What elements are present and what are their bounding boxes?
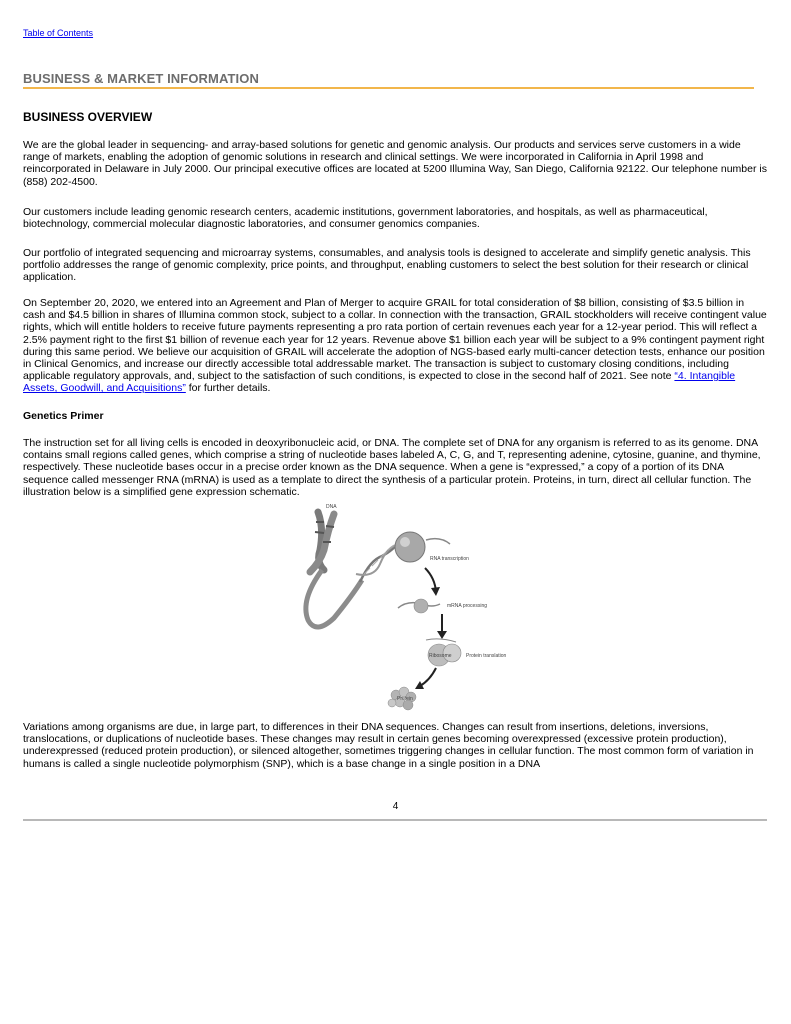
table-of-contents-link[interactable]: Table of Contents [23,28,94,38]
mrna-sphere [414,599,428,613]
primer-paragraph-1: The instruction set for all living cells is encoded in deoxyribonucleic acid, or DNA. The complete set of DNA for any organism is referred to as its genome. DNA contains small regions called genes, which comprise a string of nucleotide bases labeled A, C, G, and T, representing adenine, cytosine, guanine, and thymine, respectively. These nucleotide bases occur in a precise order known as the DNA sequence. When a gene is “expressed,” a copy of a portion of its DNA sequence called messenger RNA (mRNA) is used as a template to direct the synthesis of a particular protein. Proteins, in turn, direct all cellular function. The illustration below is a simplified gene expression schematic. [23,437,761,498]
overview-paragraph-4 [23,297,767,395]
page-number: 4 [392,801,399,812]
gene-expression-schematic [290,500,530,715]
primer-paragraph-2: Variations among organisms are due, in large part, to differences in their DNA sequences. Changes can result from insertions, deletions, inversions, translocations, or duplications of nucleotide bases. These changes may result in certain genes becoming overexpressed (excessive protein production), underexpressed (reduced protein production), or silenced altogether, sometimes triggering changes in cellular function. The most common form of variation in humans is called a single nucleotide polymorphism (SNP), which is a base change in a single position in a DNA [23,721,754,770]
protein-translation-label: Protein translation [466,653,507,659]
chromosome-icon [306,512,362,627]
footer-divider [23,819,767,821]
mrna-processing-label: mRNA processing [447,603,488,609]
overview-paragraph-2: Our customers include leading genomic research centers, academic institutions, government laboratories, and hospitals, as well as pharmaceutical, biotechnology, commercial molecular diagnostic laboratories, and consumer genomics companies. [23,206,708,231]
section-title: BUSINESS & MARKET INFORMATION [23,71,259,86]
intangible-assets-note-link[interactable]: “4. Intangible Assets, Goodwill, and Acquisitions” [23,370,736,395]
rna-transcription-label: RNA transcription [430,556,469,562]
ribosome-label: Ribosome [429,653,452,659]
dna-label: DNA [326,504,337,510]
genetics-primer-heading: Genetics Primer [23,410,104,422]
grail-paragraph-text: On September 20, 2020, we entered into an Agreement and Plan of Merger to acquire GRAIL for total consideration of $8 billion, consisting of $3.5 billion in cash and $4.5 billion in shares of Illumina common stock, subject to a collar. In connection with the transaction, GRAIL stockholders will receive contingent value rights, which will entitle holders to receive future payments representing a pro rata portion of certain revenues each year for a 12-year period. This will reflect a 2.5% payment right to the first $1 billion of revenue each year for 12 years. Revenue above $1 billion each year will be subject to a 9% contingent payment right during this same period. We believe our acquisition of GRAIL will accelerate the adoption of NGS-based early multi-cancer detection tests, enhance our position in Clinical Genomics, and increase our directly accessible total addressable market. The transaction is subject to customary closing conditions, including applicable regulatory approvals, and, subject to the satisfaction of such conditions, is expected to close in the second half of 2021. See note [23,297,767,383]
arrow-icon [420,668,436,686]
rna-polymerase-sphere [395,532,425,562]
section-divider [23,87,754,89]
overview-paragraph-1: We are the global leader in sequencing- and array-based solutions for genetic and genomic analysis. Our products and services serve customers in a wide range of markets, enabling the adoption of genomic solutions in research and clinical settings. We were incorporated in California in April 1998 and reincorporated in Delaware in July 2000. Our principal executive offices are located at 5200 Illumina Way, San Diego, California 92122. Our telephone number is (858) 202-4500. [23,139,767,188]
business-overview-heading: BUSINESS OVERVIEW [23,110,153,124]
protein-label: Protein [397,696,413,702]
overview-paragraph-3: Our portfolio of integrated sequencing and microarray systems, consumables, and analysis tools is designed to accelerate and simplify genetic analysis. This portfolio addresses the range of genomic complexity, price points, and throughput, enabling customers to select the best solution for their research or clinical application. [23,247,751,284]
grail-paragraph-tail: for further details. [185,382,271,395]
